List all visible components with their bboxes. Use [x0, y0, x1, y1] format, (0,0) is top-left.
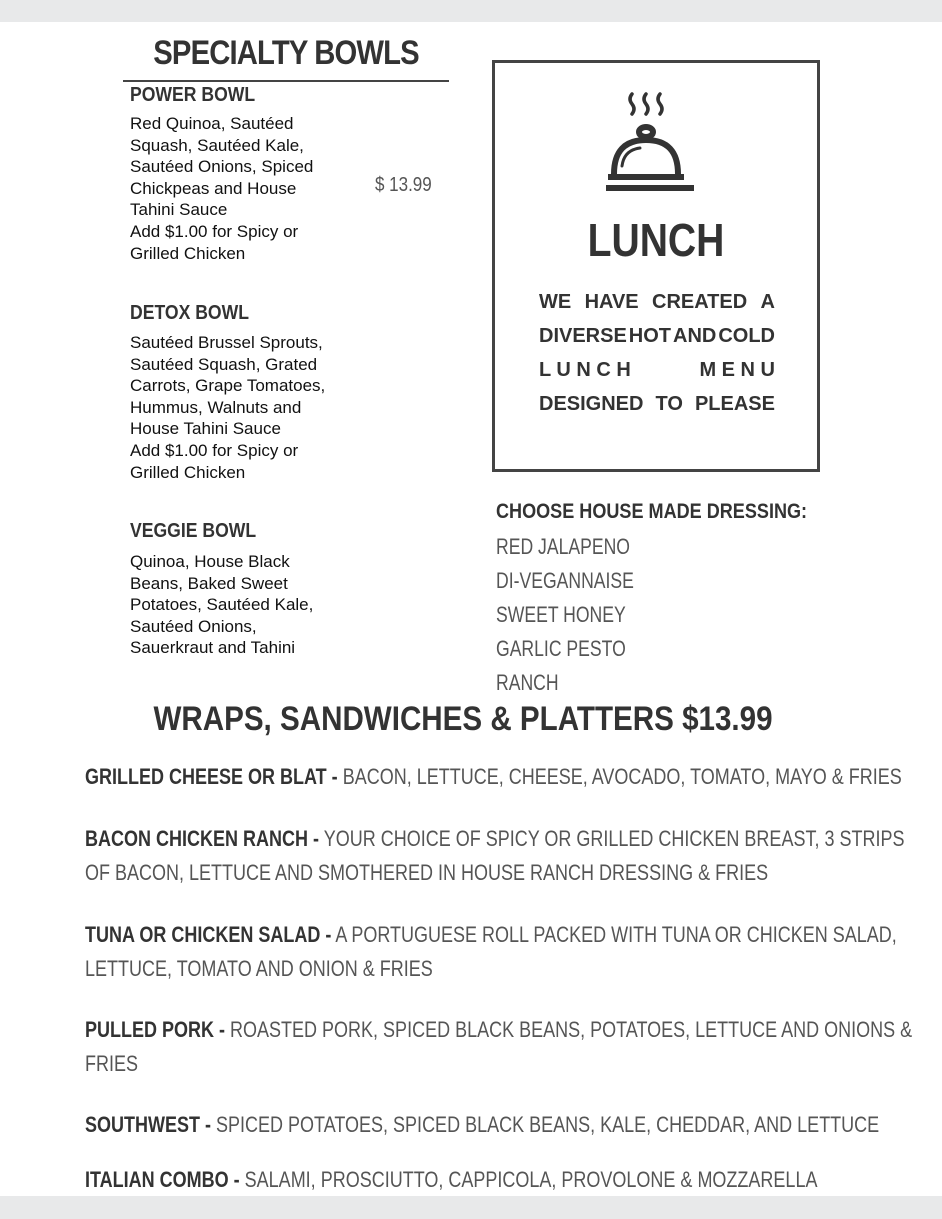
- menu-item-description: SALAMI, PROSCIUTTO, CAPPICOLA, PROVOLONE & MOZZARELLA: [244, 1167, 818, 1192]
- menu-page: [0, 22, 942, 1196]
- menu-item: [85, 1163, 817, 1196]
- power-bowl-description: Red Quinoa, Sautéed Squash, Sautéed Kale, Sautéed Onions, Spiced Chickpeas and House Tahini Sauce Add $1.00 for Spicy or Grilled Chicken: [130, 114, 314, 263]
- veggie-bowl-description: Quinoa, House Black Beans, Baked Sweet Potatoes, Sautéed Kale, Sautéed Onions, Sauerkraut and Tahini: [130, 552, 314, 658]
- lunch-word: DESIGNED: [539, 393, 644, 415]
- menu-item: [85, 1013, 912, 1081]
- menu-item-description: A PORTUGUESE ROLL PACKED WITH TUNA OR CHICKEN SALAD,: [335, 922, 897, 947]
- dressing-item: GARLIC PESTO: [496, 636, 626, 661]
- menu-item-description: BACON, LETTUCE, CHEESE, AVOCADO, TOMATO, MAYO & FRIES: [342, 764, 902, 789]
- lunch-word: DIVERSE: [539, 325, 627, 347]
- menu-item-name: GRILLED CHEESE OR BLAT -: [85, 764, 338, 789]
- lunch-word: HOT: [628, 325, 672, 347]
- lunch-text-line: [539, 325, 775, 348]
- lunch-text-line: [539, 291, 775, 314]
- detox-bowl-name: DETOX BOWL: [130, 302, 249, 324]
- dressing-item: SWEET HONEY: [496, 602, 626, 627]
- menu-item-name: BACON CHICKEN RANCH -: [85, 826, 319, 851]
- lunch-word: M E N U: [699, 359, 775, 381]
- veggie-bowl-name: VEGGIE BOWL: [130, 520, 257, 542]
- menu-item: [85, 822, 904, 890]
- menu-item-name: TUNA OR CHICKEN SALAD -: [85, 922, 332, 947]
- menu-item-description: OF BACON, LETTUCE AND SMOTHERED IN HOUSE RANCH DRESSING & FRIES: [85, 860, 769, 885]
- menu-item-description: SPICED POTATOES, SPICED BLACK BEANS, KALE, CHEDDAR, AND LETTUCE: [216, 1112, 880, 1137]
- lunch-title: LUNCH: [587, 214, 725, 266]
- cloche-icon: [606, 88, 702, 194]
- lunch-word: CREATED: [652, 291, 748, 313]
- power-bowl-name: POWER BOWL: [130, 84, 256, 106]
- wraps-title: WRAPS, SANDWICHES & PLATTERS $13.99: [153, 700, 773, 738]
- lunch-word: AND: [673, 325, 717, 347]
- specialty-bowls-title: SPECIALTY BOWLS: [153, 34, 419, 72]
- menu-item-description: FRIES: [85, 1051, 139, 1076]
- detox-bowl-description: Sautéed Brussel Sprouts, Sautéed Squash, Grated Carrots, Grape Tomatoes, Hummus, Walnuts and House Tahini Sauce Add $1.00 for Spicy or Grilled Chicken: [130, 333, 326, 482]
- lunch-word: WE: [539, 291, 572, 313]
- menu-item: [85, 1108, 879, 1142]
- lunch-text-line: [539, 359, 775, 382]
- lunch-word: PLEASE: [694, 393, 775, 415]
- menu-item-name: SOUTHWEST -: [85, 1112, 211, 1137]
- lunch-word: HAVE: [584, 291, 639, 313]
- lunch-word: A: [760, 291, 775, 313]
- menu-item: [85, 760, 902, 794]
- lunch-word: TO: [655, 393, 683, 415]
- title-divider: [123, 80, 449, 82]
- lunch-text-line: [539, 393, 775, 416]
- menu-item-description: LETTUCE, TOMATO AND ONION & FRIES: [85, 956, 433, 981]
- menu-item-name: PULLED PORK -: [85, 1017, 226, 1042]
- power-bowl-price: $ 13.99: [375, 174, 432, 196]
- lunch-word: COLD: [718, 325, 775, 347]
- lunch-info-box: [492, 60, 820, 472]
- menu-item-description: YOUR CHOICE OF SPICY OR GRILLED CHICKEN BREAST, 3 STRIPS: [323, 826, 905, 851]
- dressing-item: RANCH: [496, 670, 559, 695]
- dressing-item: RED JALAPENO: [496, 534, 630, 559]
- menu-item: [85, 918, 897, 986]
- menu-item-description: ROASTED PORK, SPICED BLACK BEANS, POTATOES, LETTUCE AND ONIONS &: [230, 1017, 913, 1042]
- menu-item-name: ITALIAN COMBO -: [85, 1167, 240, 1192]
- lunch-word: L U N C H: [539, 359, 631, 381]
- dressing-title: CHOOSE HOUSE MADE DRESSING:: [496, 500, 808, 523]
- dressing-item: DI-VEGANNAISE: [496, 568, 634, 593]
